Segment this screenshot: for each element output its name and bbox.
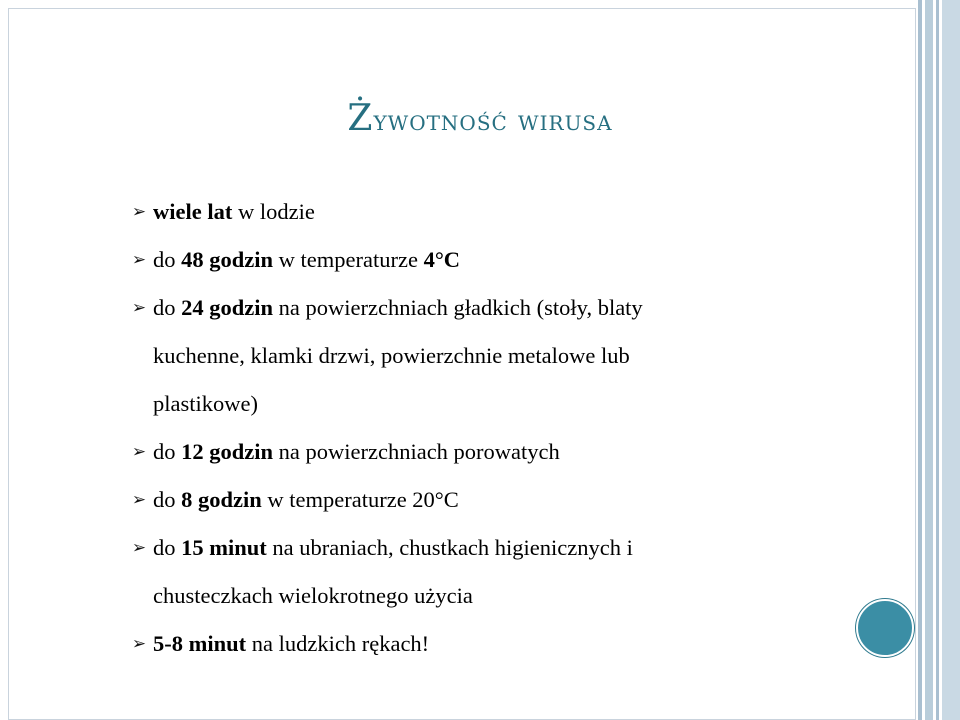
item-text: do — [153, 247, 182, 272]
item-text: do — [153, 535, 182, 560]
item-text: do — [153, 295, 182, 320]
decorative-stripe — [925, 0, 933, 720]
decorative-stripe — [942, 0, 960, 720]
arrow-bullet-icon: ➢ — [131, 634, 147, 653]
item-text: chusteczkach wielokrotnego użycia — [153, 583, 473, 608]
arrow-bullet-icon: ➢ — [131, 538, 147, 557]
arrow-bullet-icon: ➢ — [131, 250, 147, 269]
bold-phrase: 15 minut — [181, 535, 267, 560]
item-text: do — [153, 487, 182, 512]
bold-phrase: 5-8 minut — [153, 631, 247, 656]
decorative-stripe — [936, 0, 939, 720]
item-text: na ludzkich rękach! — [246, 631, 430, 656]
bold-phrase: 48 godzin — [181, 247, 274, 272]
item-text: w temperaturze — [273, 247, 424, 272]
decorative-stripe — [918, 0, 922, 720]
arrow-bullet-icon: ➢ — [131, 490, 147, 509]
arrow-bullet-icon: ➢ — [131, 202, 147, 221]
item-text: na ubraniach, chustkach higienicznych i — [266, 535, 633, 560]
item-text: kuchenne, klamki drzwi, powierzchnie metalowe lub — [153, 343, 630, 368]
item-text: do — [153, 439, 182, 464]
bold-phrase: wiele lat — [153, 199, 233, 224]
item-text: w temperaturze 20°C — [261, 487, 459, 512]
arrow-bullet-icon: ➢ — [131, 298, 147, 317]
item-text: plastikowe) — [153, 391, 258, 416]
item-text: na powierzchniach gładkich (stoły, blaty — [273, 295, 643, 320]
arrow-bullet-icon: ➢ — [131, 442, 147, 461]
bold-phrase: 12 godzin — [181, 439, 274, 464]
bold-phrase: 24 godzin — [181, 295, 274, 320]
title-rest: ywotność wirusa — [373, 103, 613, 137]
item-text: w lodzie — [232, 199, 315, 224]
decorative-circle — [856, 599, 914, 657]
bold-phrase: 4°C — [423, 247, 461, 272]
bold-phrase: 8 godzin — [181, 487, 262, 512]
slide-title — [180, 98, 780, 139]
title-initial: Ż — [347, 98, 374, 139]
item-text: na powierzchniach porowatych — [273, 439, 560, 464]
